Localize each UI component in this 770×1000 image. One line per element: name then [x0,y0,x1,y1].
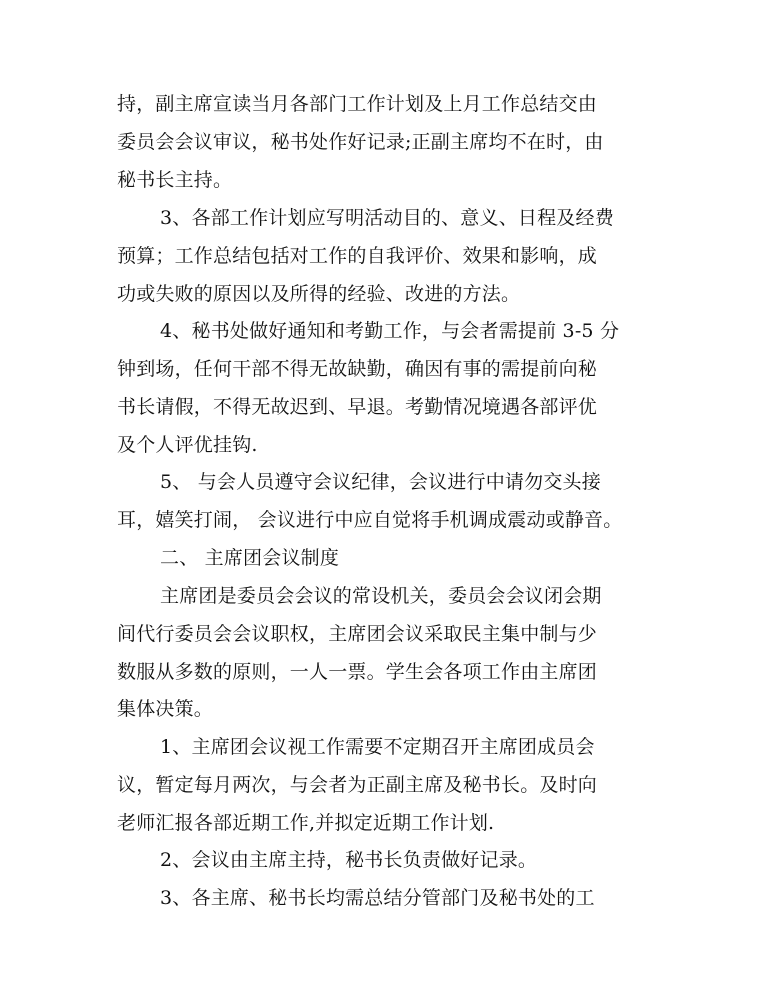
text-line: 书长请假，不得无故迟到、早退。考勤情况境遇各部评优 [117,396,598,418]
text-line: 功或失败的原因以及所得的经验、改进的方法。 [117,283,521,305]
text-line: 议，暂定每月两次，与会者为正副主席及秘书长。及时向 [117,774,598,796]
paragraph-item-1: 1、主席团会议视工作需要不定期召开主席团成员会 [160,736,595,758]
paragraph-item-2: 2、会议由主席主持，秘书长负责做好记录。 [160,849,538,871]
text-line: 老师汇报各部近期工作,并拟定近期工作计划. [117,812,495,834]
paragraph-item-3: 3、各部工作计划应写明活动目的、意义、日程及经费 [160,207,614,229]
text-line: 集体决策。 [117,698,214,720]
paragraph-item-3b: 3、各主席、秘书长均需总结分管部门及秘书处的工 [160,887,595,909]
text-line: 钟到场，任何干部不得无故缺勤，确因有事的需提前向秘 [117,358,598,380]
text-line: 及个人评优挂钩. [117,434,258,456]
text-line: 委员会会议审议，秘书处作好记录;正副主席均不在时，由 [117,131,604,153]
section-intro: 主席团是委员会会议的常设机关，委员会会议闭会期 [160,585,602,607]
text-line: 预算；工作总结包括对工作的自我评价、效果和影响，成 [117,245,598,267]
paragraph-item-5: 5、 与会人员遵守会议纪律，会议进行中请勿交头接 [160,471,601,493]
text-line: 秘书长主持。 [117,169,233,191]
text-line: 间代行委员会会议职权，主席团会议采取民主集中制与少 [117,623,598,645]
paragraph-item-4: 4、秘书处做好通知和考勤工作，与会者需提前 3-5 分 [160,320,620,342]
text-line: 持，副主席宣读当月各部门工作计划及上月工作总结交由 [117,93,598,115]
section-heading: 二、 主席团会议制度 [160,547,340,569]
text-line: 耳，嬉笑打闹， 会议进行中应自觉将手机调成震动或静音。 [117,509,623,531]
text-line: 数服从多数的原则，一人一票。学生会各项工作由主席团 [117,661,598,683]
